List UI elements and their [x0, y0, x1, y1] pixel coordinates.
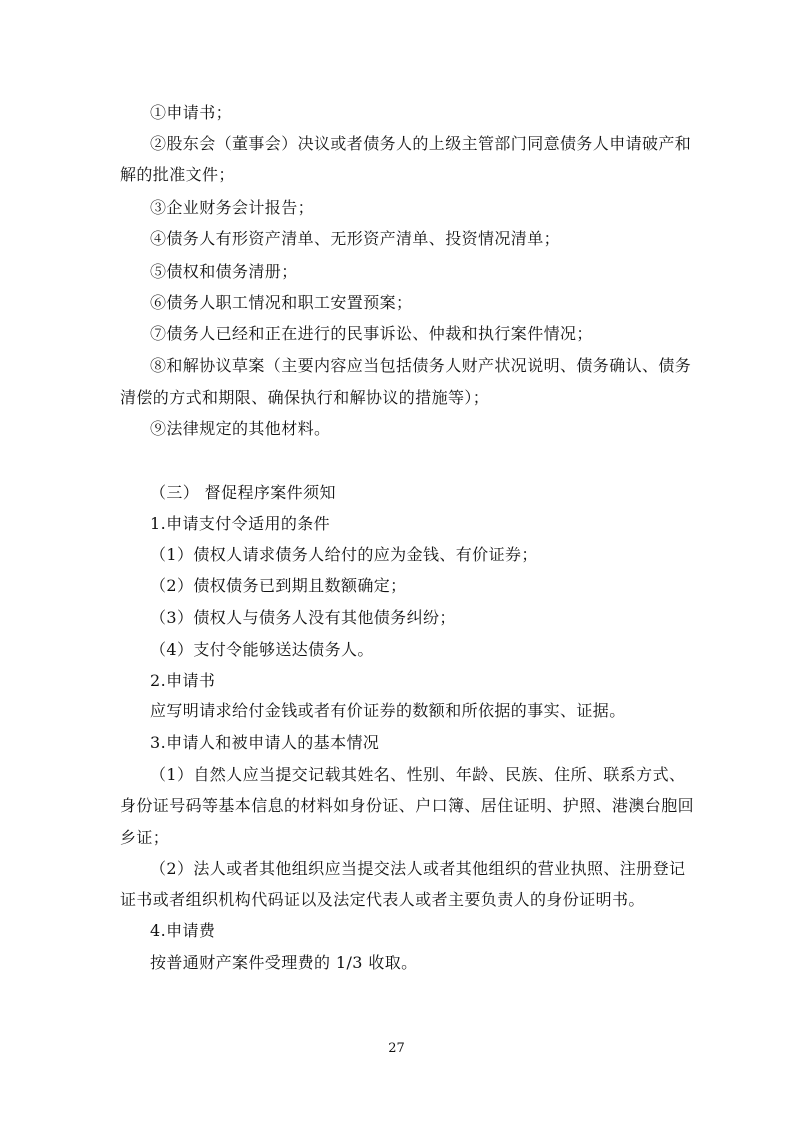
item1-point-4: （4）支付令能够送达债务人。 [150, 640, 374, 659]
material-item-3: ③企业财务会计报告； [150, 198, 315, 217]
item1-point-1: （1）债权人请求债务人给付的应为金钱、有价证券； [150, 545, 538, 564]
material-item-2-cont: 解的批准文件； [120, 165, 235, 184]
material-item-4: ④债务人有形资产清单、无形资产清单、投资情况清单； [150, 229, 561, 248]
material-item-7: ⑦债务人已经和正在进行的民事诉讼、仲裁和执行案件情况； [150, 324, 593, 343]
item2-title: 2.申请书 [150, 671, 216, 690]
item4-text: 按普通财产案件受理费的 1/3 收取。 [150, 953, 418, 972]
section-heading: （三） 督促程序案件须知 [150, 483, 336, 502]
item3-para2-line2: 证书或者组织机构代码证以及法定代表人或者主要负责人的身份证明书。 [120, 890, 645, 909]
material-item-8-cont: 清偿的方式和期限、确保执行和解协议的措施等）； [120, 388, 490, 407]
material-item-1: ①申请书； [150, 103, 233, 122]
item2-text: 应写明请求给付金钱或者有价证券的数额和所依据的事实、证据。 [150, 701, 626, 720]
item1-point-3: （3）债权人与债务人没有其他债务纠纷； [150, 608, 456, 627]
material-item-5: ⑤债权和债务清册； [150, 262, 298, 281]
material-item-9: ⑨法律规定的其他材料。 [150, 419, 331, 438]
item3-title: 3.申请人和被申请人的基本情况 [150, 733, 380, 752]
item4-title: 4.申请费 [150, 921, 216, 940]
item3-para1-line2: 身份证号码等基本信息的材料如身份证、户口簿、居住证明、护照、港澳台胞回 [120, 796, 695, 815]
material-item-6: ⑥债务人职工情况和职工安置预案； [150, 293, 413, 312]
page-number: 27 [388, 1041, 405, 1056]
item3-para2-line1: （2）法人或者其他组织应当提交法人或者其他组织的营业执照、注册登记 [150, 859, 686, 878]
item3-para1-line1: （1）自然人应当提交记载其姓名、性别、年龄、民族、住所、联系方式、 [150, 765, 686, 784]
material-item-2: ②股东会（董事会）决议或者债务人的上级主管部门同意债务人申请破产和 [150, 134, 692, 153]
item1-title: 1.申请支付令适用的条件 [150, 514, 331, 533]
material-item-8: ⑧和解协议草案（主要内容应当包括债务人财产状况说明、债务确认、债务 [150, 356, 692, 375]
item1-point-2: （2）债权债务已到期且数额确定； [150, 576, 407, 595]
item3-para1-line3: 乡证； [120, 828, 170, 847]
